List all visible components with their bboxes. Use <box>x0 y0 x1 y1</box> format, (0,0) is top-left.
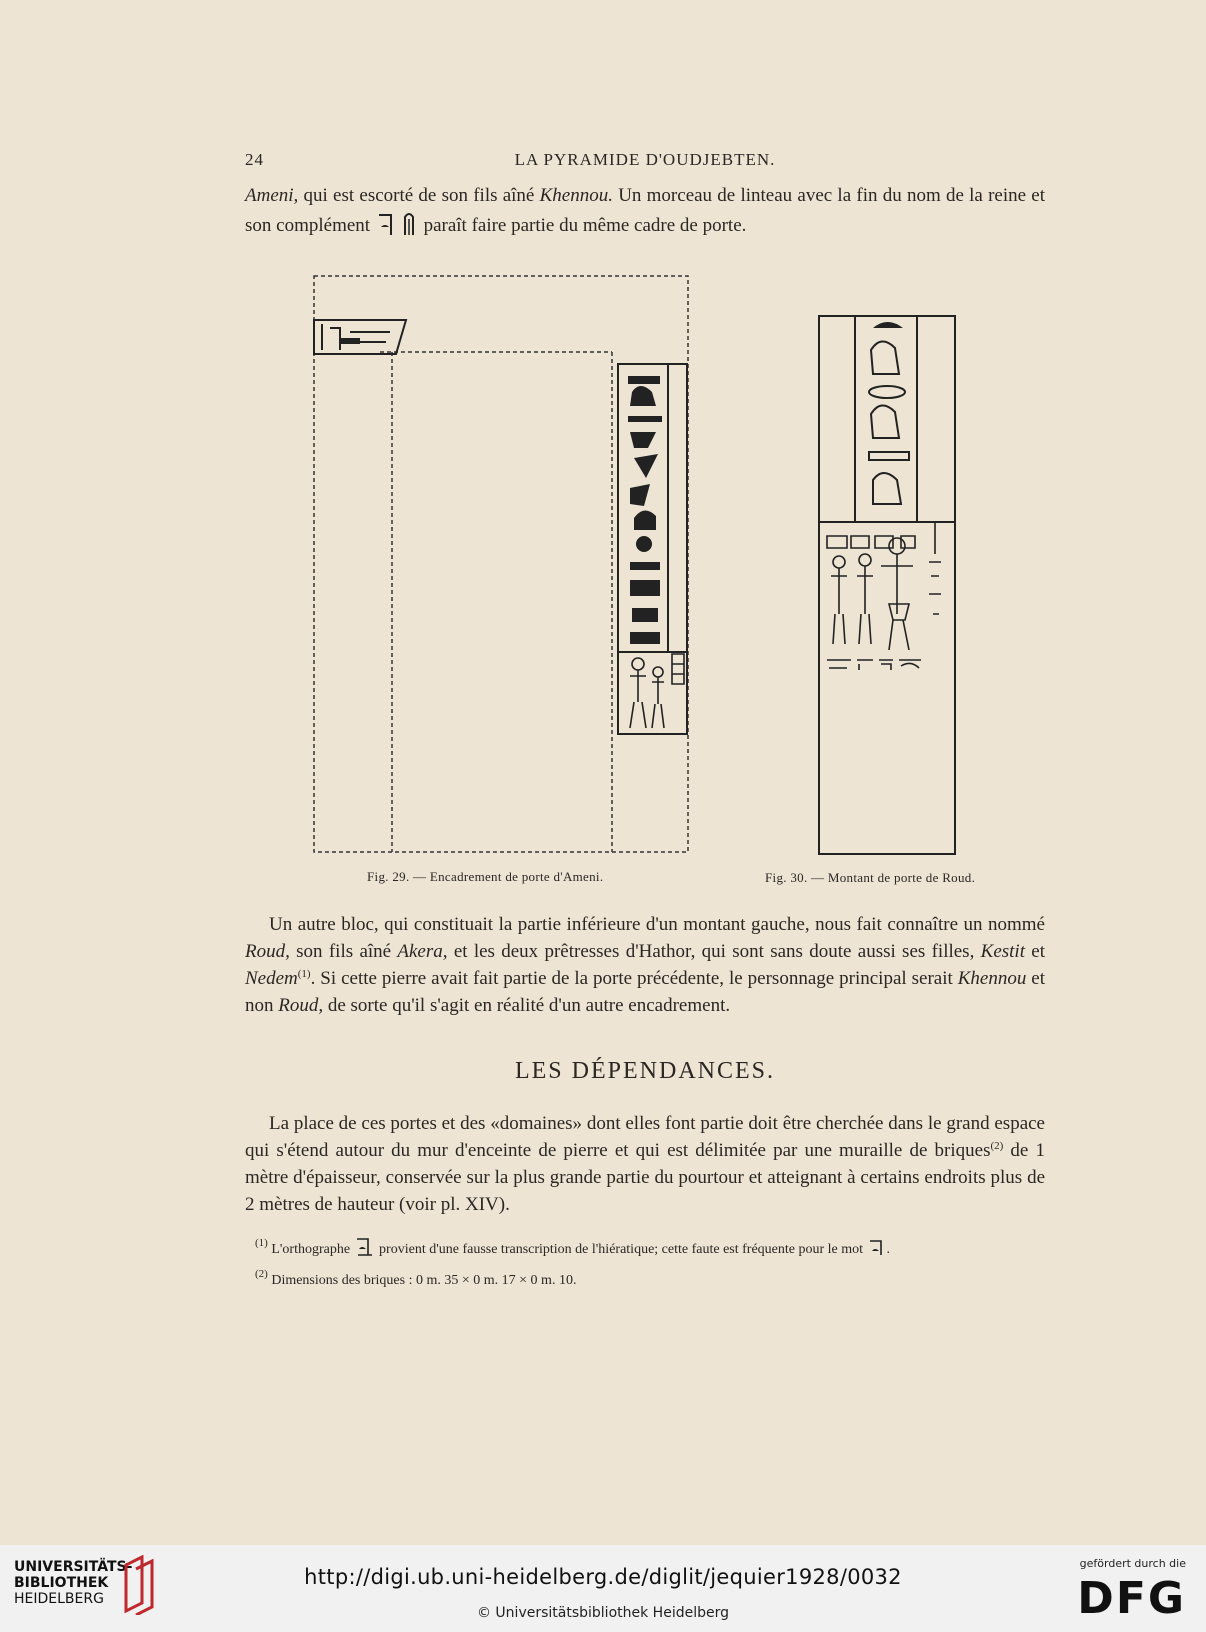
page-header <box>245 150 1045 174</box>
figure-29-door-frame <box>300 272 692 864</box>
section-title: LES DÉPENDANCES. <box>514 1058 775 1084</box>
hieroglyph-complement-icon <box>375 209 419 245</box>
paragraph-1: Ameni, qui est escorté de son fils aîné Khennou. Un morceau de linteau avec la fin du nom de la reine et son complément paraît faire partie du même cadre de porte. <box>245 182 1045 245</box>
lintel-hieroglyphs <box>340 338 360 344</box>
hieroglyph-word-icon <box>867 1237 887 1268</box>
name-ameni: Ameni, <box>245 185 299 206</box>
copyright-notice: © Universitätsbibliothek Heidelberg <box>476 1605 729 1621</box>
footnotes <box>255 1235 1045 1293</box>
paragraph-2: Un autre bloc, qui constituait la partie inférieure d'un montant gauche, nous fait connaître un nommé Roud, son fils aîné Akera, et les deux prêtresses d'Hathor, qui sont sans doute aussi ses filles, Kestit et Nedem$^{(1)}$. Si cette pierre avait fait partie de la porte précédente, le personnage principal serait Khennou et non Roud, de sorte qu'il s'agit en réalité d'un autre encadrement. <box>245 914 1045 1016</box>
library-name[interactable]: UNIVERSITÄTS- BIBLIOTHEK HEIDELBERG <box>14 1559 133 1607</box>
post-hieroglyphs <box>869 322 909 504</box>
footnote-2: $^{(2)}$ Dimensions des briques : 0 m. 35 × 0 m. 17 × 0 m. 10. <box>255 1268 577 1288</box>
running-title: LA PYRAMIDE D'OUDJEBTEN. <box>514 150 776 169</box>
jamb-hieroglyphs <box>628 376 662 644</box>
footnote-ref-2[interactable]: (2) <box>990 1140 1004 1152</box>
page-number: 24 <box>245 150 264 169</box>
paragraph-3: La place de ces portes et des «domaines» dont elles font partie doit être cherchée dans le grand espace qui s'étend autour du mur d'enceinte de pierre et qui est délimitée par une muraille de briques$^{(2)}$ de 1 mètre d'épaisseur, conservée sur la plus grande partie du pourtour et atteignant à certains endroits plus de 2 mètres de hauteur (voir pl. XIV). <box>245 1113 1045 1215</box>
figure-30-door-post <box>817 314 957 858</box>
funding-label: gefördert durch die <box>1079 1557 1186 1570</box>
permalink-url[interactable]: http://digi.ub.uni-heidelberg.de/diglit/jequier1928/0032 <box>304 1565 902 1589</box>
hieroglyph-spelling-icon <box>354 1235 376 1268</box>
footnote-ref-1[interactable]: (1) <box>297 968 311 980</box>
figure-30-caption: Fig. 30. — Montant de porte de Roud. <box>765 870 976 885</box>
footnote-1: $^{(1)}$ L'orthographe provient d'une fausse transcription de l'hiératique; cette faute est fréquente pour le mot . <box>255 1235 1045 1268</box>
post-figures <box>827 522 941 670</box>
viewer-footer <box>0 1545 1206 1632</box>
jamb-figures <box>630 654 684 728</box>
dfg-logo[interactable]: DFG <box>1077 1573 1186 1624</box>
figure-29-caption: Fig. 29. — Encadrement de porte d'Ameni. <box>367 869 604 884</box>
name-khennou: Khennou. <box>539 185 613 206</box>
